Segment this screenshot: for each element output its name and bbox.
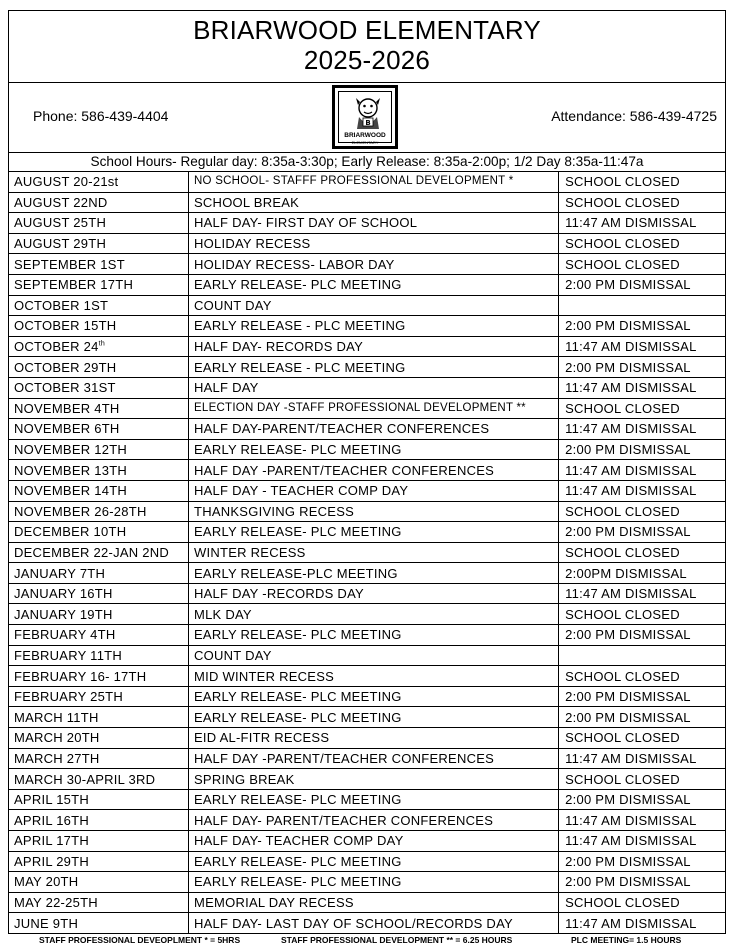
date-text: MAY 20TH [14,874,79,890]
bulldog-mascot-icon [349,96,387,130]
title-block [8,10,726,82]
event-cell: EID AL-FITR RECESS [189,728,559,749]
calendar-rows [9,172,726,934]
event-cell: HALF DAY- RECORDS DAY [189,336,559,357]
date-text: FEBRUARY 25TH [14,689,123,705]
table-row [9,501,726,522]
status-cell: 11:47 AM DISMISSAL [559,583,726,604]
table-row [9,316,726,337]
date-text: AUGUST 20-21st [14,174,119,190]
logo-letter: B [365,119,371,127]
date-text: JANUARY 16TH [14,586,113,602]
status-cell: 11:47 AM DISMISSAL [559,810,726,831]
status-cell: SCHOOL CLOSED [559,604,726,625]
calendar-table [8,171,726,934]
table-row [9,810,726,831]
table-row [9,666,726,687]
footnote-pd-single: STAFF PROFESSIONAL DEVEOPLMENT * = 5HRS [39,935,241,945]
status-cell: 11:47 AM DISMISSAL [559,336,726,357]
event-cell: COUNT DAY [189,645,559,666]
event-cell: HOLIDAY RECESS [189,233,559,254]
table-row [9,645,726,666]
status-cell: SCHOOL CLOSED [559,398,726,419]
event-cell: EARLY RELEASE- PLC MEETING [189,707,559,728]
date-cell [9,913,189,934]
table-row [9,686,726,707]
date-text: OCTOBER 15TH [14,318,117,334]
date-text: OCTOBER 24 [14,339,99,355]
status-cell: 2:00 PM DISMISSAL [559,789,726,810]
school-logo [332,85,398,149]
date-text: AUGUST 25TH [14,215,107,231]
table-row [9,460,726,481]
event-cell: HALF DAY [189,377,559,398]
status-cell: 2:00 PM DISMISSAL [559,357,726,378]
date-text: NOVEMBER 6TH [14,421,120,437]
status-cell: 11:47 AM DISMISSAL [559,913,726,934]
table-row [9,583,726,604]
status-cell: SCHOOL CLOSED [559,892,726,913]
date-text: APRIL 17TH [14,833,89,849]
date-text: MARCH 30-APRIL 3RD [14,771,156,787]
table-row [9,748,726,769]
event-cell: EARLY RELEASE- PLC MEETING [189,439,559,460]
event-cell: HALF DAY- TEACHER COMP DAY [189,831,559,852]
table-row [9,707,726,728]
table-row [9,233,726,254]
date-text: FEBRUARY 4TH [14,627,116,643]
date-cell [9,851,189,872]
date-text: FEBRUARY 16- 17TH [14,668,147,684]
event-cell: WINTER RECESS [189,542,559,563]
date-text: SEPTEMBER 1ST [14,256,125,272]
event-cell: THANKSGIVING RECESS [189,501,559,522]
date-text: AUGUST 22ND [14,194,108,210]
table-row [9,604,726,625]
status-cell [559,295,726,316]
date-cell [9,192,189,213]
date-cell [9,295,189,316]
status-cell: SCHOOL CLOSED [559,666,726,687]
event-cell: SPRING BREAK [189,769,559,790]
status-cell: SCHOOL CLOSED [559,501,726,522]
date-cell [9,522,189,543]
footnote-pd-double: STAFF PROFESSIONAL DEVELOPMENT ** = 6.25 HOURS [281,935,513,945]
school-name: BRIARWOOD ELEMENTARY [193,15,541,45]
date-cell [9,316,189,337]
event-cell: HALF DAY - TEACHER COMP DAY [189,480,559,501]
table-row [9,439,726,460]
date-cell [9,480,189,501]
date-text: OCTOBER 29TH [14,359,117,375]
event-cell: HALF DAY -RECORDS DAY [189,583,559,604]
table-row [9,789,726,810]
date-text: NOVEMBER 12TH [14,442,128,458]
date-cell [9,172,189,193]
date-cell [9,439,189,460]
status-cell: 2:00 PM DISMISSAL [559,686,726,707]
table-row [9,542,726,563]
date-cell [9,831,189,852]
date-text: SEPTEMBER 17TH [14,277,134,293]
table-row [9,398,726,419]
date-suffix: th [98,340,105,348]
status-cell: SCHOOL CLOSED [559,254,726,275]
status-cell: 2:00PM DISMISSAL [559,563,726,584]
date-text: NOVEMBER 14TH [14,483,128,499]
event-cell: MLK DAY [189,604,559,625]
status-cell: 11:47 AM DISMISSAL [559,748,726,769]
date-cell [9,213,189,234]
date-cell [9,254,189,275]
date-text: OCTOBER 1ST [14,297,109,313]
event-cell: COUNT DAY [189,295,559,316]
footnote-plc: PLC MEETING= 1.5 HOURS [571,935,682,945]
date-cell [9,769,189,790]
date-text: MAY 22-25TH [14,895,98,911]
event-cell: HALF DAY -PARENT/TEACHER CONFERENCES [189,748,559,769]
status-cell: 2:00 PM DISMISSAL [559,522,726,543]
event-cell: EARLY RELEASE- PLC MEETING [189,686,559,707]
school-hours: School Hours- Regular day: 8:35a-3:30p; Early Release: 8:35a-2:00p; 1/2 Day 8:35a-11:47a [8,152,726,171]
status-cell: 11:47 AM DISMISSAL [559,480,726,501]
date-text: APRIL 15TH [14,792,89,808]
school-year: 2025-2026 [303,45,431,75]
date-cell [9,583,189,604]
event-cell: EARLY RELEASE- PLC MEETING [189,851,559,872]
date-cell [9,625,189,646]
event-cell: EARLY RELEASE - PLC MEETING [189,357,559,378]
table-row [9,172,726,193]
date-cell [9,357,189,378]
table-row [9,254,726,275]
status-cell: 11:47 AM DISMISSAL [559,831,726,852]
status-cell: 11:47 AM DISMISSAL [559,419,726,440]
date-text: AUGUST 29TH [14,236,107,252]
status-cell: 2:00 PM DISMISSAL [559,707,726,728]
table-row [9,728,726,749]
status-cell: 11:47 AM DISMISSAL [559,213,726,234]
table-row [9,769,726,790]
event-cell: MEMORIAL DAY RECESS [189,892,559,913]
event-cell: EARLY RELEASE - PLC MEETING [189,316,559,337]
date-text: OCTOBER 31ST [14,380,116,396]
date-cell [9,274,189,295]
status-cell: 2:00 PM DISMISSAL [559,872,726,893]
event-cell: EARLY RELEASE- PLC MEETING [189,522,559,543]
status-cell: SCHOOL CLOSED [559,233,726,254]
date-cell [9,728,189,749]
table-row [9,625,726,646]
date-cell [9,398,189,419]
date-cell [9,563,189,584]
date-cell [9,233,189,254]
table-row [9,851,726,872]
event-cell: EARLY RELEASE- PLC MEETING [189,789,559,810]
date-cell [9,810,189,831]
table-row [9,831,726,852]
event-cell: HALF DAY -PARENT/TEACHER CONFERENCES [189,460,559,481]
status-cell: 2:00 PM DISMISSAL [559,625,726,646]
date-cell [9,460,189,481]
table-row [9,357,726,378]
date-text: JANUARY 7TH [14,565,106,581]
date-cell [9,377,189,398]
table-row [9,892,726,913]
phone-number: Phone: 586-439-4404 [33,108,169,124]
event-cell: HALF DAY-PARENT/TEACHER CONFERENCES [189,419,559,440]
status-cell: SCHOOL CLOSED [559,172,726,193]
date-text: APRIL 16TH [14,812,89,828]
event-cell: HALF DAY- LAST DAY OF SCHOOL/RECORDS DAY [189,913,559,934]
event-cell: NO SCHOOL- STAFFF PROFESSIONAL DEVELOPMENT * [189,172,559,193]
date-text: FEBRUARY 11TH [14,647,123,663]
event-cell: HOLIDAY RECESS- LABOR DAY [189,254,559,275]
date-text: JANUARY 19TH [14,606,113,622]
attendance-number: Attendance: 586-439-4725 [551,108,717,124]
event-cell: HALF DAY- FIRST DAY OF SCHOOL [189,213,559,234]
calendar-sheet [8,10,726,934]
event-cell: SCHOOL BREAK [189,192,559,213]
date-text: JUNE 9TH [14,915,79,931]
date-text: MARCH 20TH [14,730,100,746]
table-row [9,336,726,357]
date-text: NOVEMBER 4TH [14,400,120,416]
date-text: NOVEMBER 13TH [14,462,128,478]
status-cell: 2:00 PM DISMISSAL [559,439,726,460]
date-cell [9,645,189,666]
status-cell: 11:47 AM DISMISSAL [559,377,726,398]
event-cell: EARLY RELEASE- PLC MEETING [189,274,559,295]
event-cell: EARLY RELEASE- PLC MEETING [189,625,559,646]
date-cell [9,748,189,769]
table-row [9,563,726,584]
table-row [9,192,726,213]
table-row [9,213,726,234]
date-cell [9,686,189,707]
status-cell: 2:00 PM DISMISSAL [559,316,726,337]
event-cell: MID WINTER RECESS [189,666,559,687]
status-cell: SCHOOL CLOSED [559,728,726,749]
date-cell [9,604,189,625]
status-cell: SCHOOL CLOSED [559,542,726,563]
date-text: DECEMBER 22-JAN 2ND [14,544,170,560]
table-row [9,274,726,295]
event-cell: ELECTION DAY -STAFF PROFESSIONAL DEVELOPMENT ** [189,398,559,419]
table-row [9,872,726,893]
date-cell [9,542,189,563]
logo-subname: ELEMENTARY [351,140,379,145]
date-text: MARCH 27TH [14,750,100,766]
date-text: MARCH 11TH [14,709,99,725]
status-cell: 2:00 PM DISMISSAL [559,851,726,872]
status-cell: SCHOOL CLOSED [559,192,726,213]
date-cell [9,336,189,357]
date-cell [9,666,189,687]
status-cell: 2:00 PM DISMISSAL [559,274,726,295]
date-cell [9,872,189,893]
table-row [9,913,726,934]
table-row [9,419,726,440]
date-cell [9,789,189,810]
event-cell: EARLY RELEASE-PLC MEETING [189,563,559,584]
table-row [9,295,726,316]
date-cell [9,892,189,913]
date-text: DECEMBER 10TH [14,524,127,540]
date-cell [9,501,189,522]
contact-block [8,82,726,152]
table-row [9,377,726,398]
date-cell [9,707,189,728]
status-cell [559,645,726,666]
logo-name: BRIARWOOD [344,132,386,139]
status-cell: 11:47 AM DISMISSAL [559,460,726,481]
table-row [9,480,726,501]
date-text: NOVEMBER 26-28TH [14,503,147,519]
status-cell: SCHOOL CLOSED [559,769,726,790]
table-row [9,522,726,543]
date-cell [9,419,189,440]
event-cell: EARLY RELEASE- PLC MEETING [189,872,559,893]
event-cell: HALF DAY- PARENT/TEACHER CONFERENCES [189,810,559,831]
date-text: APRIL 29TH [14,853,89,869]
